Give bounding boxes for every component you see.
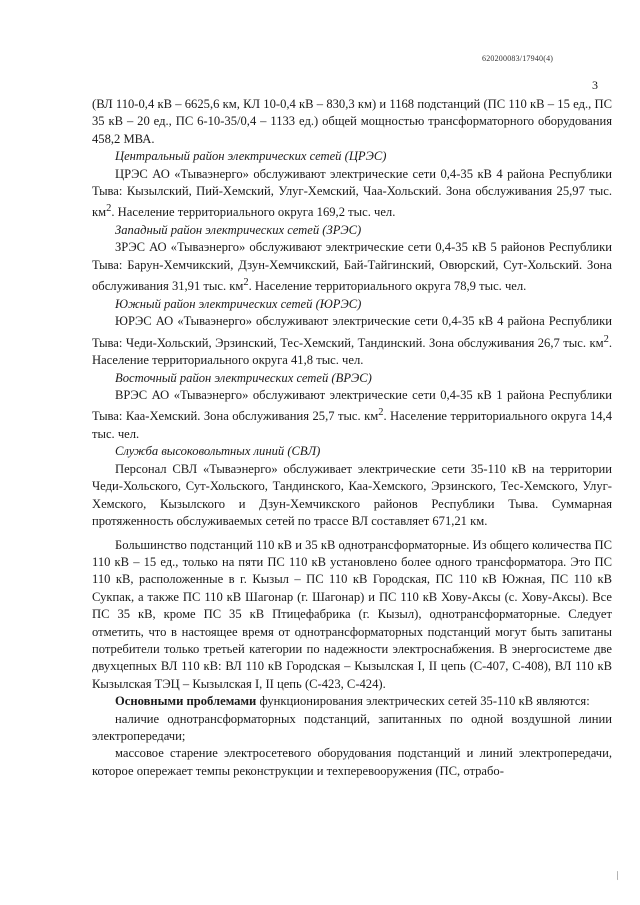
paragraph-text: ЦРЭС АО «Тываэнерго» обслуживают электрические сети 0,4-35 кВ 4 района Республики Тыва: Кызылский, Пий-Хемский, Улуг-Хемский, Чаа-Хольский. Зона обслуживания 25,97 тыс. км [92, 166, 612, 220]
paragraph-problems [92, 693, 612, 710]
section-heading-central: Центральный район электрических сетей (ЦРЭС) [115, 149, 387, 164]
superscript: 2 [106, 203, 112, 215]
superscript: 2 [378, 407, 384, 419]
paragraph-text: . Население территориального округа 41,8 тыс. чел. [92, 335, 612, 368]
superscript: 2 [603, 333, 609, 345]
bold-phrase: Основными проблемами [115, 694, 257, 709]
section-heading-southern: Южный район электрических сетей (ЮРЭС) [115, 296, 362, 311]
document-body [92, 96, 612, 780]
list-item: массовое старение электросетевого оборудования подстанций и линий электропередачи, которое опережает темпы реконструкции и техперевооружения (ПС, отрабо- [92, 746, 612, 778]
superscript: 2 [243, 277, 249, 289]
paragraph-text: ЮРЭС АО «Тываэнерго» обслуживают электрические сети 0,4-35 кВ 4 района Республики Тыва: Чеди-Хольский, Эрзинский, Тес-Хемский, Тандинский. Зона обслуживания 26,7 тыс. км [92, 314, 612, 350]
paragraph-svl: Персонал СВЛ «Тываэнерго» обслуживает электрические сети 35-110 кВ на территории Чеди-Хольского, Сут-Хольского, Тандинского, Каа-Хемского, Эрзинского, Тес-Хемского, Улуг-Хемского, Кызылского и Дзун-Хемчикского районов Республики Тыва. Суммарная протяженность обслуживаемых сетей по трассе ВЛ составляет 671,21 км. [92, 461, 612, 529]
page-number: 3 [592, 78, 598, 92]
paragraph-western [92, 239, 612, 295]
list-item: наличие однотрансформаторных подстанций, запитанных по одной воздушной линии электропередачи; [92, 711, 612, 743]
paragraph-text: . Население территориального округа 14,4 тыс. чел. [92, 409, 612, 442]
intro-paragraph: (ВЛ 110-0,4 кВ – 6625,6 км, КЛ 10-0,4 кВ – 830,3 км) и 1168 подстанций (ПС 110 кВ – 15 ед., ПС 35 кВ – 20 ед., ПС 6-10-35/0,4 – 1133 ед.) общей мощностью трансформаторного оборудования 458,2 МВА. [92, 97, 612, 146]
paragraph-southern [92, 313, 612, 369]
section-heading-eastern: Восточный район электрических сетей (ВРЭС) [115, 370, 372, 385]
document-id: 620200083/17940(4) [482, 54, 554, 63]
pen-mark: ⁄ [613, 870, 623, 882]
section-heading-svl: Служба высоковольтных линий (СВЛ) [115, 444, 321, 459]
paragraph-central [92, 166, 612, 222]
paragraph-substations: Большинство подстанций 110 кВ и 35 кВ однотрансформаторные. Из общего количества ПС 110 кВ – 15 ед., только на пяти ПС 110 кВ установлено более одного трансформатора. Это ПС 110 кВ, расположенные в г. Кызыл – ПС 110 кВ Городская, ПС 110 кВ Южная, ПС 110 кВ Сукпак, а также ПС 110 кВ Шагонар (г. Шагонар) и ПС 110 кВ Хову-Аксы (с. Хову-Аксы). Все ПС 35 кВ, кроме ПС 35 кВ Птицефабрика (г. Кызыл), однотрансформаторные. Следует отметить, что в настоящее время от однотрансформаторных подстанций могут быть запитаны потребители только третьей категории по надежности электроснабжения. В энергосистеме две двухцепных ВЛ 110 кВ: ВЛ 110 кВ Городская – Кызылская I, II цепь (С-407, С-408), ВЛ 110 кВ Кызылская ТЭЦ – Кызылская I, II цепь (С-423, С-424). [92, 537, 612, 691]
paragraph-text: . Население территориального округа 78,9 тыс. чел. [248, 279, 527, 294]
paragraph-text: ВРЭС АО «Тываэнерго» обслуживают электрические сети 0,4-35 кВ 1 района Республики Тыва: Каа-Хемский. Зона обслуживания 25,7 тыс. км [92, 388, 612, 424]
paragraph-text: ЗРЭС АО «Тываэнерго» обслуживают электрические сети 0,4-35 кВ 5 районов Республики Тыва: Барун-Хемчикский, Дзун-Хемчикский, Бай-Тайгинский, Овюрский, Сут-Хольский. Зона обслуживания 31,91 тыс. км [92, 240, 612, 294]
section-heading-western: Западный район электрических сетей (ЗРЭС) [115, 223, 362, 238]
paragraph-eastern [92, 387, 612, 443]
paragraph-text: . Население территориального округа 169,2 тыс. чел. [111, 205, 396, 220]
paragraph-text: функционирования электрических сетей 35-110 кВ являются: [256, 694, 590, 709]
